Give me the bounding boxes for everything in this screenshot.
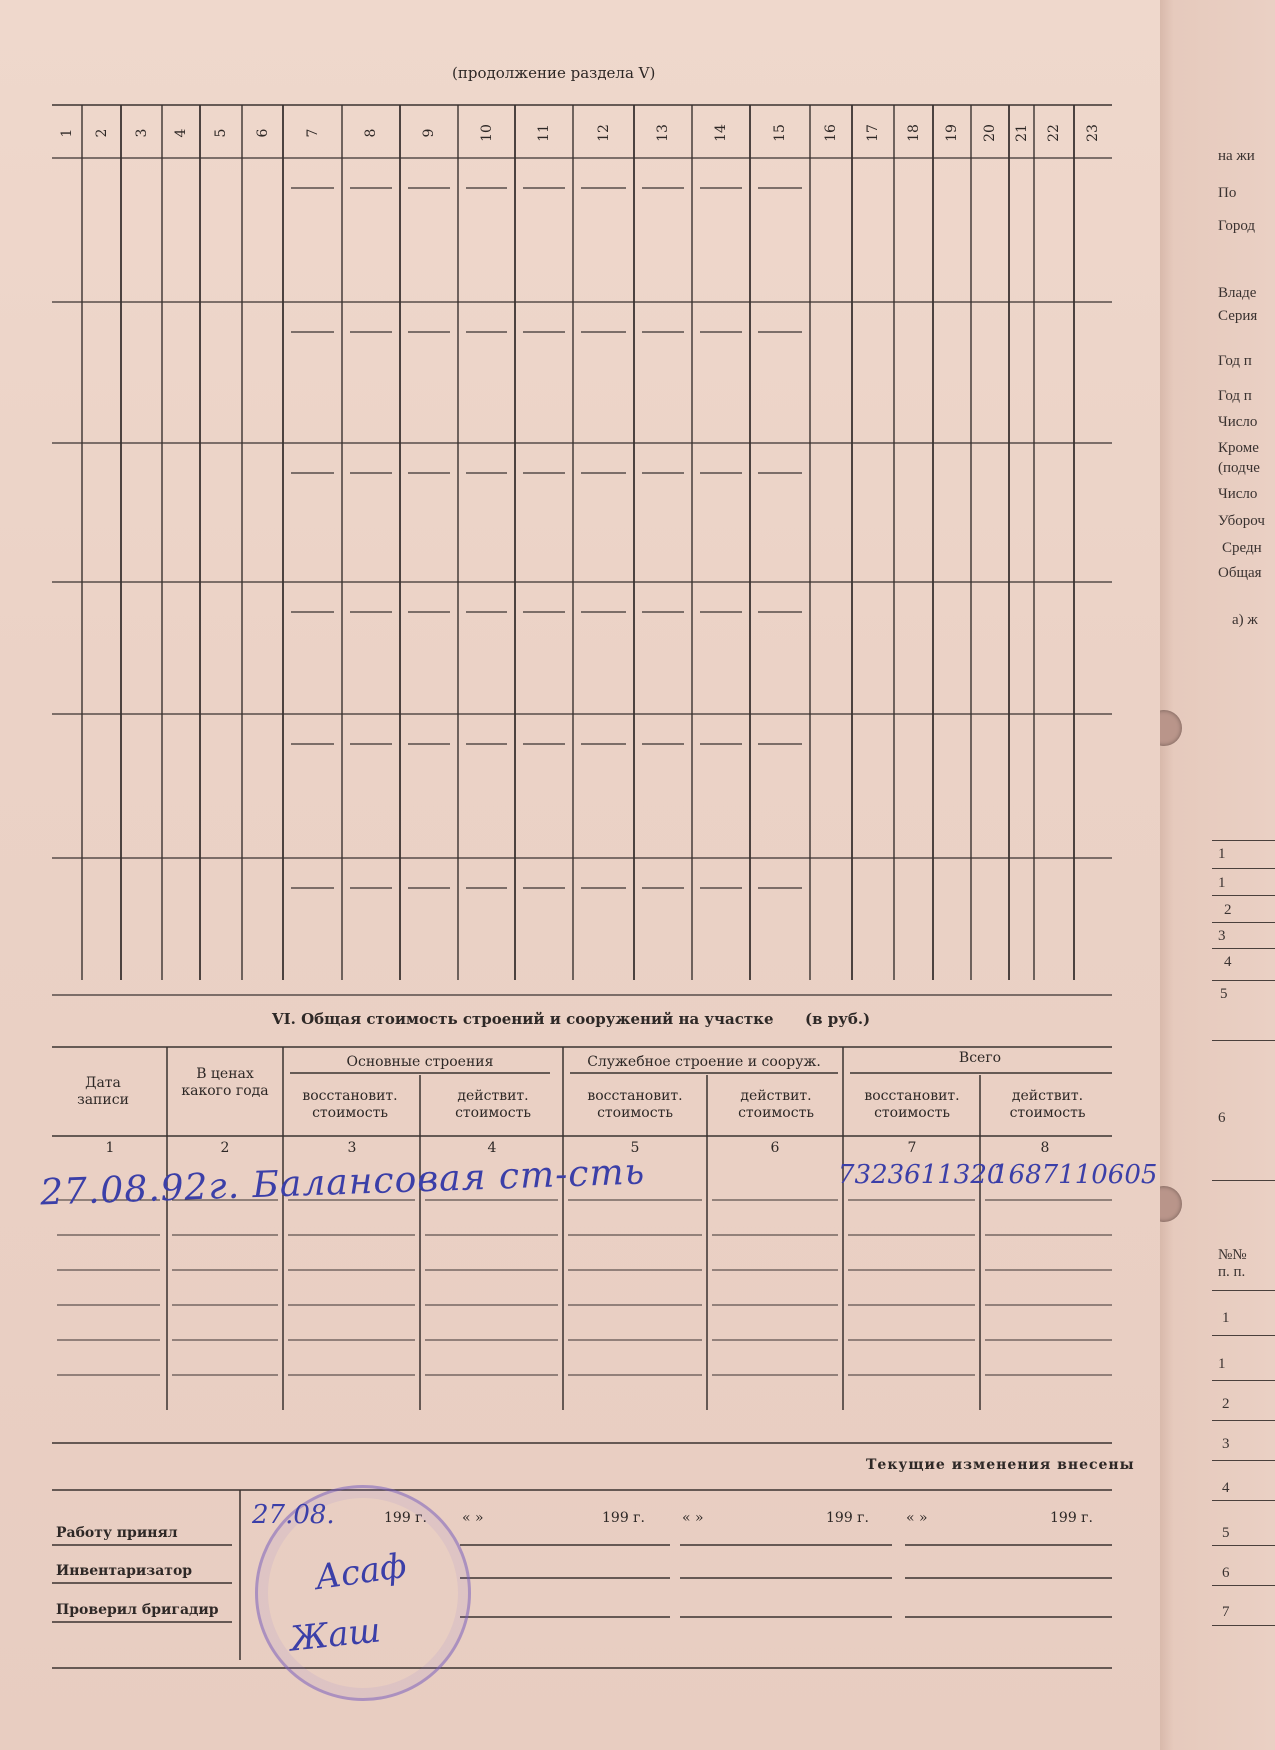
adjacent-sheet-rule — [1212, 1585, 1275, 1586]
adjacent-sheet-text: Год п — [1218, 388, 1252, 404]
section-vi-column-number-7: 7 — [907, 1140, 917, 1156]
section-vi-column-number-3: 3 — [347, 1140, 357, 1156]
section-vi-column-number-6: 6 — [770, 1140, 780, 1156]
adjacent-sheet-rule — [1212, 1545, 1275, 1546]
header-main-actual: действит. стоимость — [455, 1088, 531, 1121]
checked-by-foreman-label: Проверил бригадир — [56, 1602, 219, 1618]
adjacent-sheet-text: 1 — [1218, 875, 1226, 891]
header-total: Всего — [958, 1050, 1002, 1066]
section-vi-column-number-8: 8 — [1040, 1140, 1050, 1156]
column-number-1: 1 — [59, 128, 75, 138]
adjacent-sheet-text: 1 — [1222, 1310, 1230, 1326]
adjacent-sheet-text: Общая — [1218, 565, 1262, 581]
changes-caption: Текущие изменения внесены — [866, 1457, 1135, 1473]
header-date: Дата записи — [77, 1075, 129, 1108]
column-number-20: 20 — [982, 124, 998, 142]
adjacent-sheet-text: 3 — [1222, 1436, 1230, 1452]
header-main-buildings: Основные строения — [346, 1054, 494, 1070]
column-number-7: 7 — [304, 128, 321, 138]
adjacent-sheet-rule — [1212, 868, 1275, 869]
column-number-17: 17 — [865, 124, 881, 142]
adjacent-sheet-text: Владе — [1218, 285, 1257, 301]
column-number-23: 23 — [1085, 124, 1101, 142]
adjacent-sheet-rule — [1212, 1460, 1275, 1461]
adjacent-sheet-text: 6 — [1222, 1565, 1230, 1581]
column-number-12: 12 — [595, 124, 612, 142]
continuation-title: (продолжение раздела V) — [452, 64, 656, 82]
section-vi-title: VI. Общая стоимость строений и сооружений на участке — [272, 1010, 774, 1028]
adjacent-sheet-text: Город — [1218, 218, 1256, 234]
adjacent-sheet-text: 4 — [1222, 1480, 1230, 1496]
adjacent-sheet-rule — [1212, 948, 1275, 949]
quote-slot-3: « » — [682, 1510, 704, 1526]
adjacent-sheet-text: Убороч — [1218, 513, 1265, 529]
section-vi-column-number-1: 1 — [105, 1140, 115, 1156]
adjacent-sheet-text: Кроме — [1218, 440, 1259, 456]
quote-slot-4: « » — [906, 1510, 928, 1526]
punch-hole-bottom — [1160, 1186, 1182, 1222]
column-number-13: 13 — [655, 124, 671, 142]
column-number-11: 11 — [536, 124, 552, 142]
accepted-by-label: Работу принял — [56, 1525, 178, 1541]
handwritten-total-restoration: 7323611320 — [838, 1160, 1004, 1190]
header-prices-year: В ценах какого года — [181, 1066, 269, 1099]
column-number-4: 4 — [173, 128, 189, 138]
column-number-16: 16 — [823, 124, 839, 142]
column-number-14: 14 — [713, 124, 729, 142]
adjacent-sheet-rule — [1212, 1180, 1275, 1181]
adjacent-sheet-text: Серия — [1218, 308, 1258, 324]
adjacent-sheet-text: 4 — [1224, 954, 1232, 970]
header-service-actual: действит. стоимость — [738, 1088, 814, 1121]
header-total-restoration: восстановит. стоимость — [864, 1088, 960, 1121]
adjacent-sheet-rule — [1212, 922, 1275, 923]
adjacent-sheet-text: Число — [1218, 414, 1258, 430]
adjacent-sheet-text: По — [1218, 185, 1237, 201]
adjacent-sheet-text: п. п. — [1218, 1264, 1246, 1280]
adjacent-sheet-rule — [1212, 1335, 1275, 1336]
adjacent-sheet-text: Средн — [1222, 540, 1262, 556]
column-number-10: 10 — [478, 124, 495, 142]
column-number-2: 2 — [93, 128, 110, 138]
year-slot-3: 199 г. — [826, 1510, 869, 1526]
handwritten-entry: 27.08.92г. Балансовая ст-сть — [39, 1151, 646, 1214]
adjacent-sheet-text: 1 — [1218, 1356, 1226, 1372]
adjacent-sheet-text: Число — [1218, 486, 1258, 502]
header-service-restoration: восстановит. стоимость — [587, 1088, 683, 1121]
adjacent-sheet-text: а) ж — [1232, 612, 1258, 628]
adjacent-sheet-text: 7 — [1222, 1604, 1230, 1620]
adjacent-sheet-rule — [1212, 1420, 1275, 1421]
column-number-5: 5 — [213, 128, 229, 138]
section-vi-column-number-5: 5 — [630, 1140, 640, 1156]
adjacent-sheet-rule — [1212, 1290, 1275, 1291]
column-number-6: 6 — [254, 128, 271, 138]
column-number-8: 8 — [363, 128, 379, 138]
year-slot-1: 199 г. — [384, 1510, 427, 1526]
foreman-signature: Жаш — [288, 1610, 383, 1660]
adjacent-sheet-rule — [1212, 1625, 1275, 1626]
adjacent-sheet-text: 2 — [1222, 1396, 1230, 1412]
adjacent-sheet-text: 5 — [1222, 1525, 1230, 1541]
section-vi-column-number-4: 4 — [487, 1140, 497, 1156]
adjacent-sheet-rule — [1212, 840, 1275, 841]
section-vi-unit: (в руб.) — [805, 1010, 871, 1028]
quote-slot-2: « » — [462, 1510, 484, 1526]
column-number-3: 3 — [133, 128, 150, 138]
adjacent-sheet-text: №№ — [1218, 1247, 1247, 1263]
punch-hole-top — [1160, 710, 1182, 746]
adjacent-sheet-text: Год п — [1218, 353, 1252, 369]
header-service-buildings: Служебное строение и сооруж. — [587, 1054, 821, 1070]
adjacent-sheet-rule — [1212, 980, 1275, 981]
column-number-22: 22 — [1046, 124, 1062, 142]
adjacent-sheet-rule — [1212, 895, 1275, 896]
adjacent-sheet-rule — [1212, 1380, 1275, 1381]
adjacent-sheet-text: 3 — [1218, 928, 1226, 944]
adjacent-sheet-text: (подче — [1218, 460, 1260, 476]
inventory-taker-label: Инвентаризатор — [56, 1563, 193, 1579]
adjacent-sheet-rule — [1212, 1040, 1275, 1041]
adjacent-sheet-text: на жи — [1218, 148, 1255, 164]
inventory-taker-signature: Асаф — [312, 1545, 410, 1599]
handwritten-accept-date: 27.08. — [252, 1500, 335, 1530]
year-slot-2: 199 г. — [602, 1510, 645, 1526]
column-number-19: 19 — [944, 124, 960, 142]
column-number-21: 21 — [1013, 124, 1030, 142]
handwritten-total-actual: 1687110605 — [992, 1160, 1158, 1190]
adjacent-sheet-text: 1 — [1218, 846, 1226, 862]
adjacent-sheet — [1160, 0, 1275, 1750]
column-number-9: 9 — [421, 128, 437, 138]
header-total-actual: действит. стоимость — [1009, 1088, 1086, 1121]
adjacent-sheet-rule — [1212, 1500, 1275, 1501]
section-vi-column-number-2: 2 — [220, 1140, 230, 1156]
year-slot-4: 199 г. — [1050, 1510, 1093, 1526]
adjacent-sheet-text: 5 — [1220, 986, 1228, 1002]
header-main-restoration: восстановит. стоимость — [302, 1088, 398, 1121]
column-number-18: 18 — [905, 124, 922, 142]
adjacent-sheet-text: 2 — [1224, 902, 1232, 918]
column-number-15: 15 — [772, 124, 788, 142]
adjacent-sheet-text: 6 — [1218, 1110, 1226, 1126]
